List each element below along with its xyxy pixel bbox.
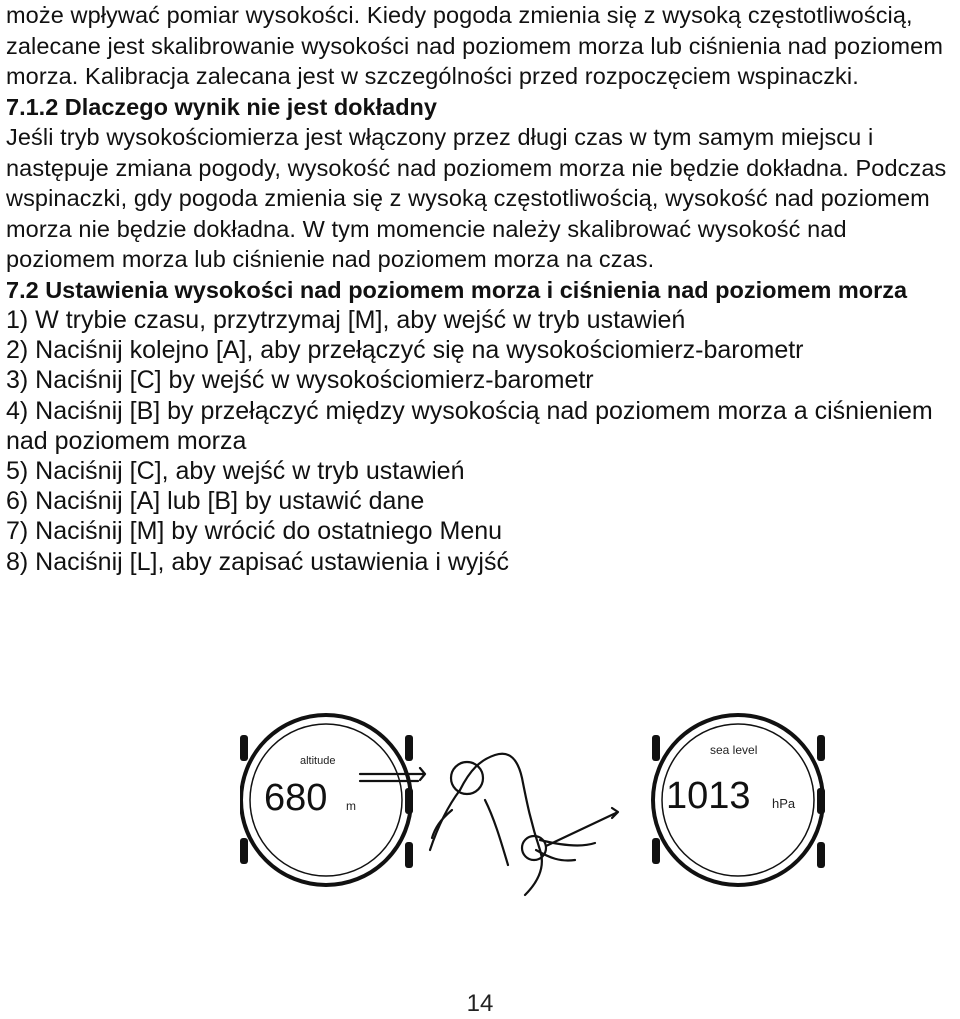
watch-button-icon xyxy=(652,735,660,761)
intro-paragraph: może wpływać pomiar wysokości. Kiedy pogoda zmienia się z wysoką częstotliwością, zalecane jest skalibrowanie wysokości nad poziomem morza lub ciśnienia nad poziomem morza. Kalibracja zalecana jest w szczególności przed rozpoczęciem wspinaczki. xyxy=(6,2,943,89)
watch-illustration xyxy=(240,700,840,930)
steps-list xyxy=(6,305,956,577)
watch-button-icon xyxy=(817,842,825,868)
watch-button-icon xyxy=(405,842,413,868)
altitude-unit: m xyxy=(346,799,356,813)
step-item: 5) Naciśnij [C], aby wejść w tryb ustawień xyxy=(6,457,465,486)
right-watch xyxy=(652,715,825,885)
step-item: 6) Naciśnij [A] lub [B] by ustawić dane xyxy=(6,487,425,516)
section-7-1-2-heading: 7.1.2 Dlaczego wynik nie jest dokładny xyxy=(6,93,437,120)
watch-button-icon xyxy=(405,735,413,761)
sea-level-unit: hPa xyxy=(772,796,796,811)
left-watch xyxy=(240,715,413,885)
text-content xyxy=(6,0,956,577)
step-item: 7) Naciśnij [M] by wrócić do ostatniego Menu xyxy=(6,517,503,546)
page-number: 14 xyxy=(466,990,494,1017)
altitude-value: 680 xyxy=(264,777,328,819)
step-item: 8) Naciśnij [L], aby zapisać ustawienia i wyjść xyxy=(6,547,509,576)
step-item: 2) Naciśnij kolejno [A], aby przełączyć się na wysokościomierz-barometr xyxy=(6,336,804,365)
altitude-label: altitude xyxy=(300,755,336,767)
section-7-2-heading: 7.2 Ustawienia wysokości nad poziomem morza i ciśnienia nad poziomem morza xyxy=(6,276,908,303)
step-item: 3) Naciśnij [C] by wejść w wysokościomierz-barometr xyxy=(6,366,594,395)
watch-button-icon xyxy=(817,735,825,761)
watch-button-icon xyxy=(652,838,660,864)
step-item: 4) Naciśnij [B] by przełączyć między wysokością nad poziomem morza a ciśnieniem nad poziomem morza xyxy=(6,396,933,455)
sea-level-value: 1013 xyxy=(666,775,751,817)
section-7-1-2-body: Jeśli tryb wysokościomierza jest włączony przez długi czas w tym samym miejscu i następuje zmiana pogody, wysokość nad poziomem morza nie będzie dokładna. Podczas wspinaczki, gdy pogoda zmienia się z wysoką częstotliwością, wysokość nad poziomem morza nie będzie dokładna. W tym momencie należy skalibrować wysokość nad poziomem morza lub ciśnienie nad poziomem morza na czas. xyxy=(6,124,947,272)
sea-level-label: sea level xyxy=(710,743,758,757)
step-item: 1) W trybie czasu, przytrzymaj [M], aby wejść w tryb ustawień xyxy=(6,306,686,334)
watch-button-icon xyxy=(240,838,248,864)
watch-button-icon xyxy=(240,735,248,761)
